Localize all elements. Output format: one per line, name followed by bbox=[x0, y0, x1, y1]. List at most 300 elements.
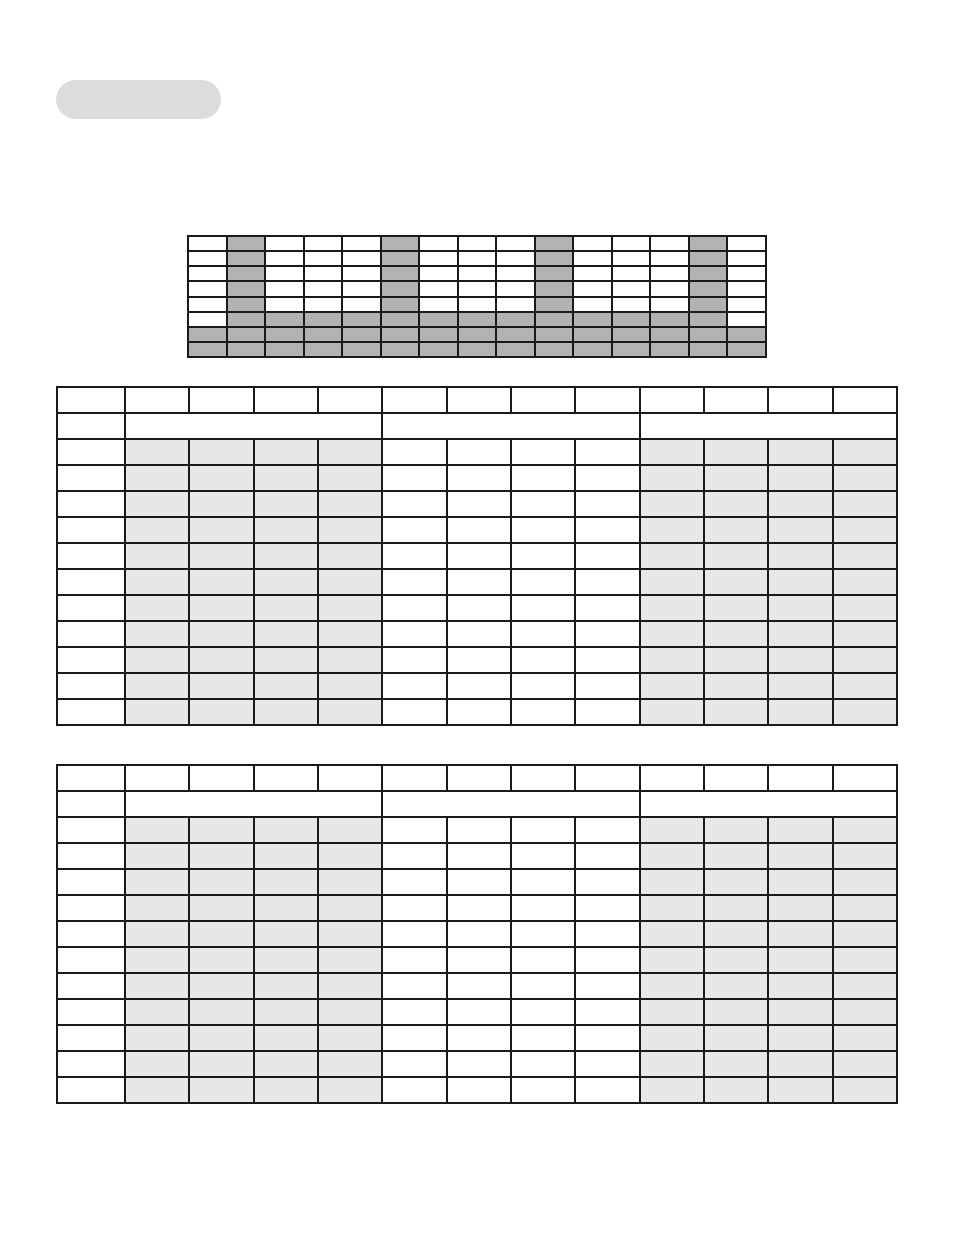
table-cell bbox=[319, 570, 381, 594]
small-grid-cell bbox=[690, 267, 727, 280]
table-cell bbox=[834, 544, 896, 568]
table-cell bbox=[319, 674, 381, 698]
table-cell bbox=[319, 1026, 381, 1050]
table-cell bbox=[641, 622, 703, 646]
small-grid-cell bbox=[189, 298, 226, 311]
small-grid-cell bbox=[343, 328, 380, 341]
table-cell bbox=[319, 648, 381, 672]
table-cell bbox=[769, 492, 831, 516]
small-grid-cell bbox=[690, 298, 727, 311]
table-cell bbox=[834, 674, 896, 698]
table-cell bbox=[769, 466, 831, 490]
table-cell bbox=[705, 544, 767, 568]
table-cell bbox=[576, 896, 638, 920]
table-cell bbox=[448, 544, 510, 568]
table-row-header bbox=[58, 388, 124, 412]
table-cell bbox=[834, 388, 896, 412]
table-cell bbox=[641, 896, 703, 920]
table-cell bbox=[834, 948, 896, 972]
table-cell bbox=[512, 544, 574, 568]
table-cell bbox=[834, 766, 896, 790]
table-cell bbox=[319, 388, 381, 412]
table-cell bbox=[255, 870, 317, 894]
small-grid-cell bbox=[189, 252, 226, 265]
table-cell bbox=[705, 974, 767, 998]
table-cell bbox=[126, 1052, 188, 1076]
table-cell bbox=[126, 948, 188, 972]
small-grid-cell bbox=[613, 237, 650, 250]
table-cell bbox=[255, 544, 317, 568]
table-cell bbox=[190, 466, 252, 490]
table-cell bbox=[641, 544, 703, 568]
table-row-header bbox=[58, 766, 124, 790]
table-cell bbox=[834, 518, 896, 542]
small-grid-cell bbox=[382, 343, 419, 356]
table-cell bbox=[576, 570, 638, 594]
small-grid-cell bbox=[574, 328, 611, 341]
small-grid-cell bbox=[497, 343, 534, 356]
small-grid-cell bbox=[343, 313, 380, 326]
table-cell bbox=[512, 596, 574, 620]
small-grid-cell bbox=[459, 267, 496, 280]
small-grid-cell bbox=[497, 313, 534, 326]
table-cell bbox=[126, 674, 188, 698]
table-cell bbox=[383, 896, 445, 920]
small-grid-cell bbox=[343, 252, 380, 265]
small-grid-cell bbox=[613, 252, 650, 265]
small-grid-cell bbox=[305, 282, 342, 295]
small-grid-cell bbox=[574, 313, 611, 326]
small-grid-cell bbox=[420, 267, 457, 280]
table-cell bbox=[834, 1052, 896, 1076]
table-cell bbox=[576, 700, 638, 724]
table-cell bbox=[319, 1052, 381, 1076]
table-cell bbox=[255, 1026, 317, 1050]
small-grid-cell bbox=[497, 237, 534, 250]
small-grid-cell bbox=[228, 282, 265, 295]
small-grid-cell bbox=[305, 328, 342, 341]
table-cell bbox=[448, 974, 510, 998]
table-group-header bbox=[383, 792, 638, 816]
table-cell bbox=[641, 674, 703, 698]
table-cell bbox=[576, 1052, 638, 1076]
table-row-header bbox=[58, 648, 124, 672]
table-cell bbox=[834, 1026, 896, 1050]
table-cell bbox=[769, 948, 831, 972]
small-grid-cell bbox=[382, 313, 419, 326]
table-cell bbox=[190, 870, 252, 894]
table-cell bbox=[255, 896, 317, 920]
table-row-header bbox=[58, 596, 124, 620]
table-row-header bbox=[58, 870, 124, 894]
table-cell bbox=[769, 896, 831, 920]
table-cell bbox=[705, 1026, 767, 1050]
table-cell bbox=[512, 1026, 574, 1050]
table-cell bbox=[190, 518, 252, 542]
table-cell bbox=[512, 870, 574, 894]
table-cell bbox=[705, 1052, 767, 1076]
table-cell bbox=[190, 674, 252, 698]
table-cell bbox=[255, 674, 317, 698]
table-cell bbox=[383, 440, 445, 464]
table-cell bbox=[255, 700, 317, 724]
table-cell bbox=[641, 518, 703, 542]
table-cell bbox=[705, 1000, 767, 1024]
table-row-header bbox=[58, 922, 124, 946]
table-cell bbox=[448, 440, 510, 464]
small-grid-cell bbox=[228, 343, 265, 356]
table-cell bbox=[705, 674, 767, 698]
table-cell bbox=[641, 1078, 703, 1102]
small-grid-cell bbox=[382, 252, 419, 265]
table-cell bbox=[641, 844, 703, 868]
table-cell bbox=[448, 1026, 510, 1050]
table-cell bbox=[190, 974, 252, 998]
table-cell bbox=[705, 388, 767, 412]
table-cell bbox=[834, 622, 896, 646]
table-cell bbox=[126, 466, 188, 490]
table-cell bbox=[705, 440, 767, 464]
table-cell bbox=[834, 466, 896, 490]
table-cell bbox=[705, 818, 767, 842]
small-grid-cell bbox=[651, 313, 688, 326]
table-cell bbox=[255, 948, 317, 972]
table-cell bbox=[190, 818, 252, 842]
table-cell bbox=[512, 818, 574, 842]
small-grid-cell bbox=[266, 237, 303, 250]
table-cell bbox=[769, 440, 831, 464]
small-grid-cell bbox=[459, 313, 496, 326]
table-cell bbox=[576, 596, 638, 620]
table-bottom bbox=[56, 764, 898, 1104]
small-grid-cell bbox=[536, 237, 573, 250]
table-row-header bbox=[58, 414, 124, 438]
small-grid-cell bbox=[613, 343, 650, 356]
table-cell bbox=[448, 570, 510, 594]
table-cell bbox=[255, 818, 317, 842]
small-grid-cell bbox=[343, 237, 380, 250]
table-cell bbox=[769, 1078, 831, 1102]
table-cell bbox=[769, 674, 831, 698]
table-top bbox=[56, 386, 898, 726]
table-cell bbox=[448, 518, 510, 542]
table-group-header bbox=[126, 414, 381, 438]
table-cell bbox=[512, 922, 574, 946]
small-grid-cell bbox=[382, 237, 419, 250]
table-cell bbox=[641, 388, 703, 412]
small-grid-cell bbox=[266, 252, 303, 265]
small-grid-cell bbox=[651, 298, 688, 311]
small-grid bbox=[187, 235, 767, 358]
small-grid-cell bbox=[690, 313, 727, 326]
small-grid-cell bbox=[420, 298, 457, 311]
table-cell bbox=[319, 766, 381, 790]
table-cell bbox=[834, 818, 896, 842]
table-cell bbox=[448, 948, 510, 972]
table-cell bbox=[126, 1000, 188, 1024]
small-grid-cell bbox=[536, 328, 573, 341]
table-cell bbox=[769, 388, 831, 412]
table-cell bbox=[255, 570, 317, 594]
table-cell bbox=[576, 492, 638, 516]
table-cell bbox=[448, 700, 510, 724]
small-grid-cell bbox=[189, 282, 226, 295]
small-grid-cell bbox=[305, 267, 342, 280]
small-grid-cell bbox=[382, 298, 419, 311]
small-grid-cell bbox=[266, 313, 303, 326]
small-grid-cell bbox=[574, 252, 611, 265]
small-grid-cell bbox=[690, 343, 727, 356]
table-cell bbox=[448, 674, 510, 698]
table-cell bbox=[190, 596, 252, 620]
table-cell bbox=[769, 844, 831, 868]
small-grid-cell bbox=[459, 252, 496, 265]
table-row-header bbox=[58, 948, 124, 972]
table-cell bbox=[319, 974, 381, 998]
table-cell bbox=[769, 622, 831, 646]
table-row-header bbox=[58, 844, 124, 868]
table-cell bbox=[576, 648, 638, 672]
table-row-header bbox=[58, 792, 124, 816]
table-cell bbox=[255, 440, 317, 464]
small-grid-cell bbox=[382, 282, 419, 295]
table-cell bbox=[834, 1078, 896, 1102]
small-grid-cell bbox=[536, 252, 573, 265]
table-cell bbox=[126, 648, 188, 672]
table-cell bbox=[769, 1000, 831, 1024]
table-cell bbox=[383, 1052, 445, 1076]
table-cell bbox=[255, 622, 317, 646]
table-cell bbox=[512, 844, 574, 868]
small-grid-cell bbox=[728, 343, 765, 356]
table-cell bbox=[126, 622, 188, 646]
table-cell bbox=[512, 766, 574, 790]
small-grid-cell bbox=[574, 282, 611, 295]
table-row-header bbox=[58, 466, 124, 490]
table-row-header bbox=[58, 974, 124, 998]
table-cell bbox=[769, 700, 831, 724]
table-cell bbox=[190, 388, 252, 412]
table-cell bbox=[641, 818, 703, 842]
small-grid-cell bbox=[305, 237, 342, 250]
table-cell bbox=[383, 870, 445, 894]
small-grid-cell bbox=[613, 328, 650, 341]
small-grid-cell bbox=[228, 237, 265, 250]
table-cell bbox=[126, 388, 188, 412]
table-cell bbox=[190, 544, 252, 568]
table-cell bbox=[512, 1052, 574, 1076]
table-cell bbox=[769, 544, 831, 568]
table-group-header bbox=[126, 792, 381, 816]
table-cell bbox=[319, 544, 381, 568]
small-grid-cell bbox=[651, 343, 688, 356]
table-cell bbox=[769, 974, 831, 998]
table-cell bbox=[190, 700, 252, 724]
table-cell bbox=[383, 766, 445, 790]
small-grid-cell bbox=[728, 237, 765, 250]
table-cell bbox=[641, 974, 703, 998]
table-group-header bbox=[383, 414, 638, 438]
small-grid-cell bbox=[459, 343, 496, 356]
table-cell bbox=[126, 844, 188, 868]
small-grid-cell bbox=[651, 252, 688, 265]
table-cell bbox=[126, 570, 188, 594]
table-cell bbox=[255, 844, 317, 868]
table-cell bbox=[705, 700, 767, 724]
table-group-header bbox=[641, 414, 896, 438]
table-cell bbox=[383, 1000, 445, 1024]
small-grid-cell bbox=[266, 343, 303, 356]
table-cell bbox=[641, 922, 703, 946]
table-cell bbox=[576, 844, 638, 868]
table-cell bbox=[705, 570, 767, 594]
table-cell bbox=[383, 818, 445, 842]
table-cell bbox=[576, 518, 638, 542]
table-cell bbox=[705, 622, 767, 646]
small-grid-cell bbox=[651, 267, 688, 280]
small-grid-cell bbox=[613, 282, 650, 295]
small-grid-cell bbox=[728, 313, 765, 326]
table-cell bbox=[834, 844, 896, 868]
small-grid-cell bbox=[574, 267, 611, 280]
table-cell bbox=[769, 648, 831, 672]
small-grid-cell bbox=[305, 313, 342, 326]
table-cell bbox=[705, 466, 767, 490]
table-cell bbox=[705, 870, 767, 894]
table-row-header bbox=[58, 622, 124, 646]
small-grid-cell bbox=[536, 313, 573, 326]
table-cell bbox=[448, 648, 510, 672]
small-grid-cell bbox=[420, 237, 457, 250]
table-cell bbox=[641, 648, 703, 672]
table-cell bbox=[448, 844, 510, 868]
table-cell bbox=[255, 922, 317, 946]
table-cell bbox=[383, 388, 445, 412]
table-row-header bbox=[58, 1078, 124, 1102]
small-grid-cell bbox=[343, 282, 380, 295]
table-cell bbox=[126, 544, 188, 568]
small-grid-cell bbox=[728, 252, 765, 265]
small-grid-cell bbox=[266, 267, 303, 280]
table-cell bbox=[319, 922, 381, 946]
small-grid-cell bbox=[574, 343, 611, 356]
small-grid-cell bbox=[613, 267, 650, 280]
table-cell bbox=[383, 570, 445, 594]
table-cell bbox=[576, 674, 638, 698]
table-cell bbox=[383, 518, 445, 542]
table-cell bbox=[319, 622, 381, 646]
table-cell bbox=[383, 1026, 445, 1050]
table-cell bbox=[383, 922, 445, 946]
table-cell bbox=[319, 818, 381, 842]
small-grid-cell bbox=[266, 328, 303, 341]
table-cell bbox=[126, 766, 188, 790]
small-grid-cell bbox=[228, 298, 265, 311]
table-cell bbox=[769, 870, 831, 894]
table-cell bbox=[448, 388, 510, 412]
table-cell bbox=[126, 596, 188, 620]
table-cell bbox=[834, 896, 896, 920]
table-cell bbox=[576, 544, 638, 568]
small-grid-cell bbox=[189, 343, 226, 356]
table-cell bbox=[319, 700, 381, 724]
table-cell bbox=[641, 948, 703, 972]
small-grid-cell bbox=[305, 343, 342, 356]
table-cell bbox=[255, 1000, 317, 1024]
table-cell bbox=[383, 544, 445, 568]
table-cell bbox=[383, 974, 445, 998]
table-cell bbox=[641, 870, 703, 894]
small-grid-cell bbox=[574, 298, 611, 311]
table-cell bbox=[576, 974, 638, 998]
small-grid-cell bbox=[228, 328, 265, 341]
table-cell bbox=[576, 622, 638, 646]
table-cell bbox=[576, 766, 638, 790]
small-grid-cell bbox=[305, 252, 342, 265]
table-cell bbox=[834, 870, 896, 894]
small-grid-cell bbox=[382, 328, 419, 341]
table-cell bbox=[512, 648, 574, 672]
table-cell bbox=[641, 466, 703, 490]
table-cell bbox=[190, 440, 252, 464]
small-grid-cell bbox=[536, 298, 573, 311]
table-cell bbox=[834, 922, 896, 946]
small-grid-cell bbox=[420, 313, 457, 326]
table-cell bbox=[190, 1000, 252, 1024]
table-cell bbox=[705, 844, 767, 868]
table-cell bbox=[512, 440, 574, 464]
table-cell bbox=[834, 440, 896, 464]
table-cell bbox=[769, 818, 831, 842]
small-grid-cell bbox=[536, 343, 573, 356]
table-cell bbox=[383, 648, 445, 672]
small-grid-cell bbox=[189, 313, 226, 326]
table-cell bbox=[576, 1000, 638, 1024]
table-cell bbox=[255, 766, 317, 790]
table-cell bbox=[512, 896, 574, 920]
table-cell bbox=[512, 700, 574, 724]
table-cell bbox=[576, 440, 638, 464]
table-cell bbox=[190, 922, 252, 946]
table-cell bbox=[383, 844, 445, 868]
small-grid-cell bbox=[536, 282, 573, 295]
small-grid-cell bbox=[728, 282, 765, 295]
small-grid-cell bbox=[343, 298, 380, 311]
table-cell bbox=[255, 974, 317, 998]
table-row-header bbox=[58, 896, 124, 920]
table-cell bbox=[190, 570, 252, 594]
table-cell bbox=[190, 948, 252, 972]
table-cell bbox=[448, 622, 510, 646]
table-row-header bbox=[58, 674, 124, 698]
small-grid-cell bbox=[574, 237, 611, 250]
small-grid-cell bbox=[420, 343, 457, 356]
table-cell bbox=[576, 1078, 638, 1102]
table-cell bbox=[769, 922, 831, 946]
table-cell bbox=[705, 1078, 767, 1102]
small-grid-cell bbox=[651, 328, 688, 341]
table-cell bbox=[834, 648, 896, 672]
table-cell bbox=[190, 1078, 252, 1102]
table-row-header bbox=[58, 544, 124, 568]
table-row-header bbox=[58, 1052, 124, 1076]
table-cell bbox=[705, 922, 767, 946]
table-cell bbox=[383, 674, 445, 698]
small-grid-cell bbox=[343, 343, 380, 356]
table-row-header bbox=[58, 1026, 124, 1050]
table-cell bbox=[641, 596, 703, 620]
table-cell bbox=[448, 596, 510, 620]
